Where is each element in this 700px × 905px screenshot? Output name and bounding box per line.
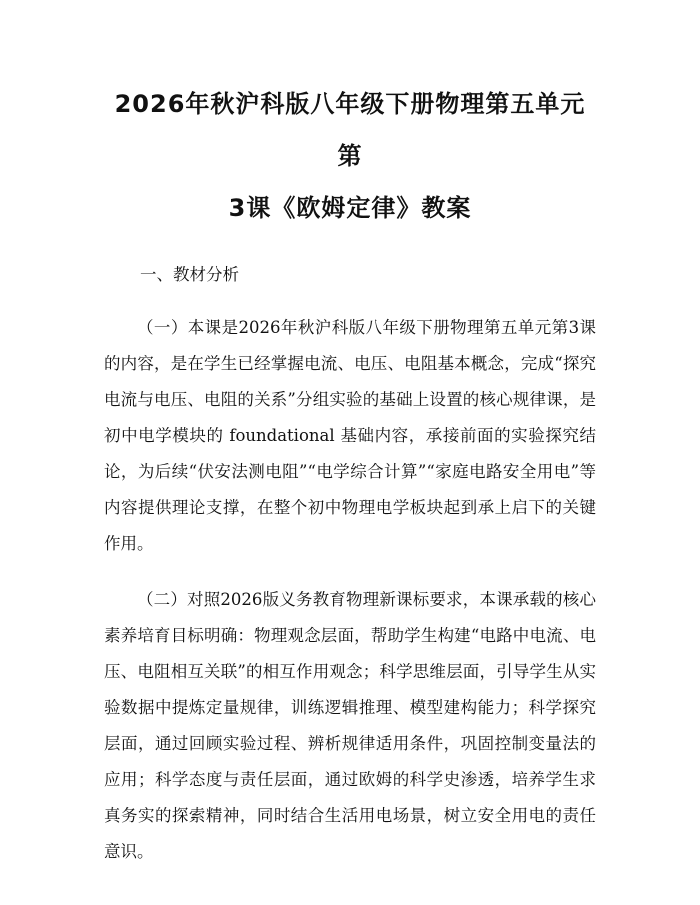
paragraph-2: （二）对照2026版义务教育物理新课标要求，本课承载的核心素养培育目标明确：物理观念层面，帮助学生构建“电路中电流、电压、电阻相互关联”的相互作用观念；科学思维层面，引导学生从实验数据中提炼定量规律，训练逻辑推理、模型建构能力；科学探究层面，通过回顾实验过程、辨析规律适用条件，巩固控制变量法的应用；科学态度与责任层面，通过欧姆的科学史渗透，培养学生求真务实的探索精神，同时结合生活用电场景，树立安全用电的责任意识。: [104, 590, 596, 861]
paragraph-1: （一）本课是2026年秋沪科版八年级下册物理第五单元第3课的内容，是在学生已经掌握电流、电压、电阻基本概念，完成“探究电流与电压、电阻的关系”分组实验的基础上设置的核心规律课，是初中电学模块的 foundational 基础内容，承接前面的实验探究结论，为后续“伏安法测电阻”“电学综合计算”“家庭电路安全用电”等内容提供理论支撑，在整个初中物理电学板块起到承上启下的关键作用。: [104, 318, 596, 553]
section-heading-analysis: 一、教材分析: [140, 265, 239, 284]
title-line-2: 3课《欧姆定律》教案: [228, 194, 472, 222]
document-title: [104, 78, 596, 234]
title-line-1: 2026年秋沪科版八年级下册物理第五单元第: [114, 90, 586, 170]
